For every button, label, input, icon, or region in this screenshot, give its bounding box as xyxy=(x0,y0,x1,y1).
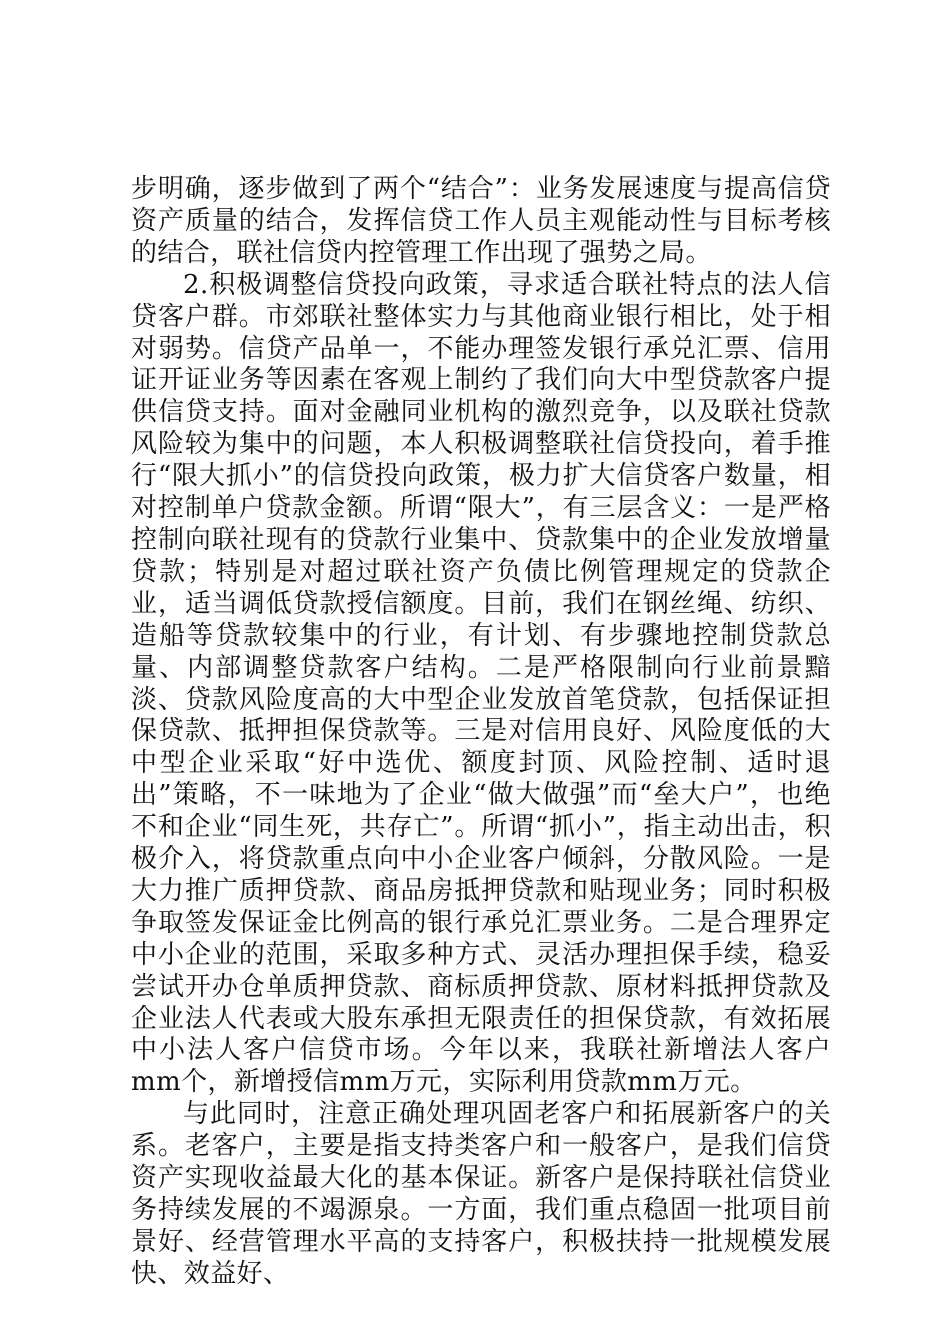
document-body xyxy=(131,174,831,1291)
paragraph-2: 2.积极调整信贷投向政策，寻求适合联社特点的法人信贷客户群。市郊联社整体实力与其他商业银行相比，处于相对弱势。信贷产品单一，不能办理签发银行承兑汇票、信用证开证业务等因素在客观上制约了我们向大中型贷款客户提供信贷支持。面对金融同业机构的激烈竞争，以及联社贷款风险较为集中的问题，本人积极调整联社信贷投向，着手推行“限大抓小”的信贷投向政策，极力扩大信贷客户数量，相对控制单户贷款金额。所谓“限大”，有三层含义：一是严格控制向联社现有的贷款行业集中、贷款集中的企业发放增量贷款；特别是对超过联社资产负债比例管理规定的贷款企业，适当调低贷款授信额度。目前，我们在钢丝绳、纺织、造船等贷款较集中的行业，有计划、有步骤地控制贷款总量、内部调整贷款客户结构。二是严格限制向行业前景黯淡、贷款风险度高的大中型企业发放首笔贷款，包括保证担保贷款、抵押担保贷款等。三是对信用良好、风险度低的大中型企业采取“好中选优、额度封顶、风险控制、适时退出”策略，不一味地为了企业“做大做强”而“垒大户”，也绝不和企业“同生死，共存亡”。所谓“抓小”，指主动出击，积极介入，将贷款重点向中小企业客户倾斜，分散风险。一是大力推广质押贷款、商品房抵押贷款和贴现业务；同时积极争取签发保证金比例高的银行承兑汇票业务。二是合理界定中小企业的范围，采取多种方式、灵活办理担保手续，稳妥尝试开办仓单质押贷款、商标质押贷款、原材料抵押贷款及企业法人代表或大股东承担无限责任的担保贷款，有效拓展中小法人客户信贷市场。今年以来，我联社新增法人客户mm个，新增授信mm万元，实际利用贷款mm万元。 xyxy=(131,269,831,1098)
paragraph-1: 步明确，逐步做到了两个“结合”：业务发展速度与提高信贷资产质量的结合，发挥信贷工作人员主观能动性与目标考核的结合，联社信贷内控管理工作出现了强势之局。 xyxy=(131,174,831,268)
paragraph-3: 与此同时，注意正确处理巩固老客户和拓展新客户的关系。老客户，主要是指支持类客户和一般客户，是我们信贷资产实现收益最大化的基本保证。新客户是保持联社信贷业务持续发展的不竭源泉。一方面，我们重点稳固一批项目前景好、经营管理水平高的支持客户，积极扶持一批规模发展快、效益好、 xyxy=(131,1099,831,1289)
